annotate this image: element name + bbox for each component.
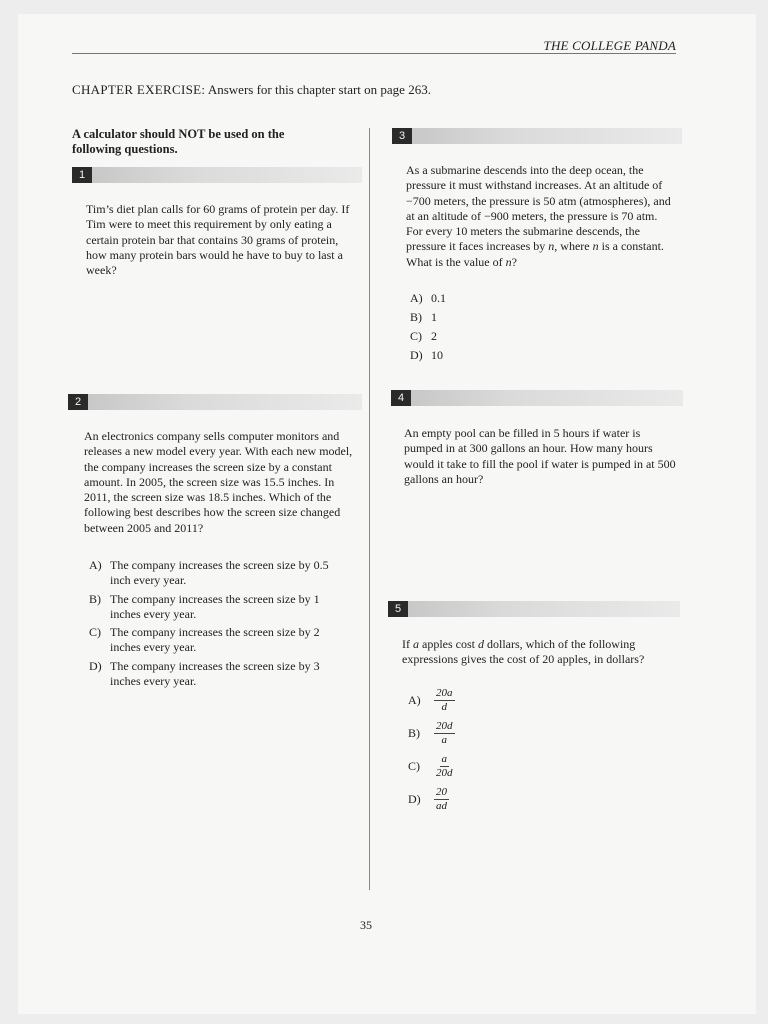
fraction [434, 720, 455, 747]
choice-text: 1 [431, 309, 437, 324]
choice-b[interactable] [410, 310, 510, 325]
question-4-text: An empty pool can be filled in 5 hours if water is pumped in at 300 gallons an hour. How many hours would it take to fill the pool if water is pumped in at 500 gallons an hour? [404, 426, 676, 486]
header-title: THE COLLEGE PANDA [543, 38, 676, 53]
choice-letter: B) [408, 726, 420, 740]
numerator: 20 [436, 786, 447, 798]
choice-letter: D) [408, 792, 421, 806]
choice-a[interactable] [408, 684, 455, 717]
numerator: a [441, 753, 447, 765]
choice-letter: C) [410, 328, 422, 343]
calculator-instruction: A calculator should NOT be used on the following questions. [72, 127, 285, 156]
choice-c[interactable] [89, 625, 351, 656]
question-5-choices [408, 684, 455, 816]
question-1-header-bar [72, 167, 362, 183]
choice-c[interactable] [408, 750, 455, 783]
question-1-text: Tim’s diet plan calls for 60 grams of protein per day. If Tim were to meet this requirement by only eating a certain protein bar that contains 30 grams of protein, how many protein bars would he have to buy to last a week? [86, 202, 350, 278]
choice-b[interactable] [89, 592, 351, 623]
question-2-text: An electronics company sells computer monitors and releases a new model every year. With each new model, the company increases the screen size by a constant amount. In 2005, the screen size was 15.5 inches. In 2011, the screen size was 18.5 inches. Which of the following best describes how the screen size changed between 2005 and 2011? [84, 429, 353, 535]
question-3-header-bar [392, 128, 682, 144]
choice-c[interactable] [410, 329, 510, 344]
chapter-line [72, 82, 431, 98]
question-3-text: As a submarine descends into the deep ocean, the pressure it must withstand increases. At an altitude of −700 meters, the pressure is 50 atm (atmospheres), and at an altitude of −900 meters, the pressure is 70 atm. For every 10 meters the submarine descends, the pressure it faces increases by n, where n is a constant. What is the value of n? [406, 163, 671, 269]
choice-letter: D) [410, 347, 423, 362]
question-2-choices [89, 558, 351, 692]
choice-text: The company increases the screen size by 3 inches every year. [110, 658, 320, 689]
choice-text: 2 [431, 328, 437, 343]
var-a: a [413, 637, 419, 651]
choice-a[interactable] [89, 558, 351, 589]
choice-text: 0.1 [431, 291, 446, 305]
chapter-text: Answers for this chapter start on page 263. [205, 82, 431, 97]
question-4-header-bar [391, 390, 683, 406]
choice-d[interactable] [408, 783, 455, 816]
choice-letter: B) [89, 591, 101, 606]
header-rule [72, 53, 676, 54]
choice-letter: A) [89, 558, 102, 572]
fraction [434, 687, 455, 714]
question-2-header-bar [68, 394, 362, 410]
page-number: 35 [360, 918, 372, 932]
question-4-number: 4 [391, 390, 411, 406]
question-5-header-bar [388, 601, 680, 617]
choice-letter: B) [410, 309, 422, 324]
choice-b[interactable] [408, 717, 455, 750]
fraction [434, 786, 449, 813]
choice-a[interactable] [410, 291, 510, 306]
denominator: ad [436, 800, 447, 812]
question-5-number: 5 [388, 601, 408, 617]
choice-text: The company increases the screen size by 1 inches every year. [110, 591, 320, 621]
var-d: d [478, 637, 484, 651]
question-1-number: 1 [72, 167, 92, 183]
choice-letter: D) [89, 658, 102, 673]
question-5-text: If a apples cost d dollars, which of the following expressions gives the cost of 20 apples, in dollars? [402, 637, 645, 667]
denominator: 20d [436, 767, 453, 779]
choice-d[interactable] [410, 348, 510, 363]
numerator: 20a [436, 687, 453, 699]
denominator: d [441, 701, 447, 713]
choice-letter: C) [89, 625, 101, 640]
chapter-label: CHAPTER EXERCISE: [72, 82, 206, 97]
numerator: 20d [436, 720, 453, 732]
choice-text: The company increases the screen size by 0.5 inch every year. [110, 558, 329, 588]
choice-d[interactable] [89, 659, 351, 690]
choice-text: 10 [431, 347, 443, 362]
question-2-number: 2 [68, 394, 88, 410]
fraction [434, 753, 455, 780]
choice-text: The company increases the screen size by 2 inches every year. [110, 625, 320, 655]
denominator: a [441, 734, 447, 746]
question-3-number: 3 [392, 128, 412, 144]
question-3-choices [410, 291, 510, 367]
choice-letter: A) [408, 693, 421, 707]
choice-letter: A) [410, 291, 423, 305]
choice-letter: C) [408, 759, 420, 773]
column-divider [369, 128, 370, 890]
